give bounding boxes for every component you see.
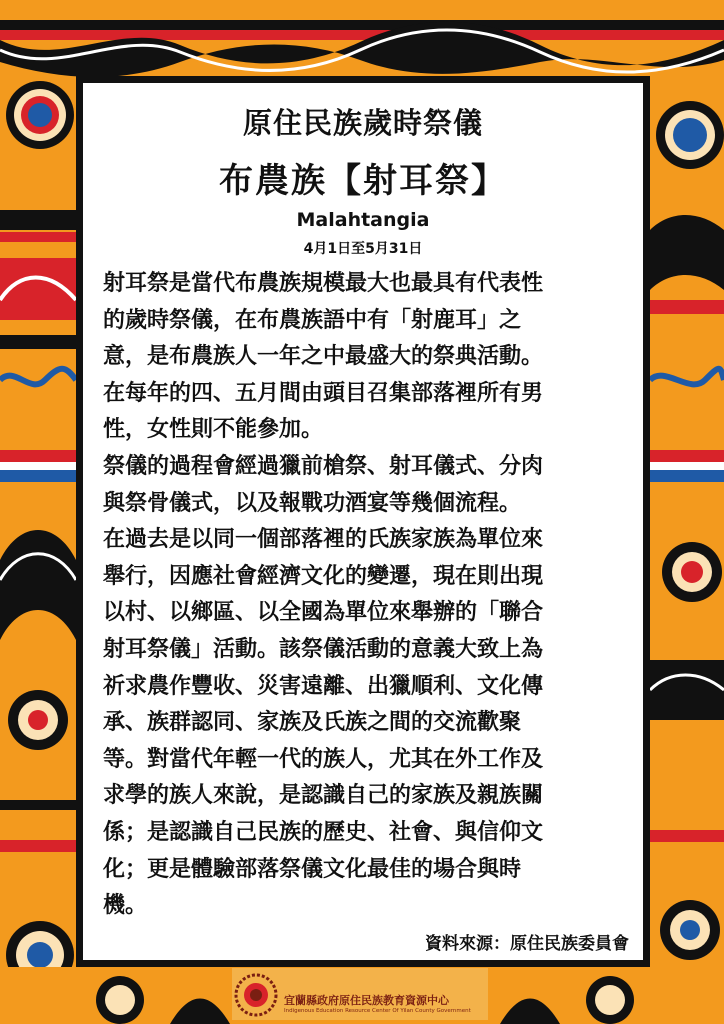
source-credit: 資料來源：原住民族委員會 <box>425 934 629 954</box>
body-line: 祭儀的過程會經過獵前槍祭、射耳儀式、分肉 <box>103 453 544 479</box>
article-body <box>103 266 631 925</box>
body-line: 係；是認識自己民族的歷史、社會、與信仰文 <box>103 819 544 845</box>
page-supertitle: 原住民族歲時祭儀 <box>242 106 483 140</box>
romanized-name: Malahtangia <box>296 209 430 231</box>
body-line: 意，是布農族人一年之中最盛大的祭典活動。 <box>103 344 544 370</box>
body-line: 祈求農作豐收、災害遠離、出獵順利、文化傳 <box>103 673 544 699</box>
content-panel <box>76 76 650 967</box>
body-line: 以村、以鄉區、以全國為單位來舉辦的「聯合 <box>103 600 544 626</box>
body-line: 射耳祭是當代布農族規模最大也最具有代表性 <box>103 271 544 296</box>
body-line: 在每年的四、五月間由頭目召集部落裡所有男 <box>103 380 544 406</box>
org-name-english: Indigenous Education Resource Center Of Yilan County Government <box>284 1008 471 1014</box>
page-title: 布農族【射耳祭】 <box>219 161 507 201</box>
body-line: 化；更是體驗部落祭儀文化最佳的場合與時 <box>103 856 522 882</box>
body-line: 承、族群認同、家族及氏族之間的交流歡聚 <box>103 710 522 736</box>
body-line: 求學的族人來說，是認識自己的家族及親族關 <box>103 783 544 809</box>
tribal-sun-logo-icon <box>232 968 280 1020</box>
body-line: 舉行，因應社會經濟文化的變遷，現在則出現 <box>103 563 544 589</box>
org-name: 宜蘭縣政府原住民族教育資源中心 <box>284 994 449 1007</box>
body-line: 機。 <box>103 893 148 919</box>
body-line: 的歲時祭儀，在布農族語中有「射鹿耳」之 <box>103 307 522 333</box>
body-line: 等。對當代年輕一代的族人，尤其在外工作及 <box>103 746 544 772</box>
body-line: 在過去是以同一個部落裡的氏族家族為單位來 <box>103 527 544 553</box>
body-line: 性，女性則不能參加。 <box>103 417 324 443</box>
event-dates: 4月1日至5月31日 <box>303 241 423 257</box>
body-line: 與祭骨儀式，以及報戰功酒宴等幾個流程。 <box>103 490 522 516</box>
body-line: 射耳祭儀」活動。該祭儀活動的意義大致上為 <box>103 636 544 662</box>
